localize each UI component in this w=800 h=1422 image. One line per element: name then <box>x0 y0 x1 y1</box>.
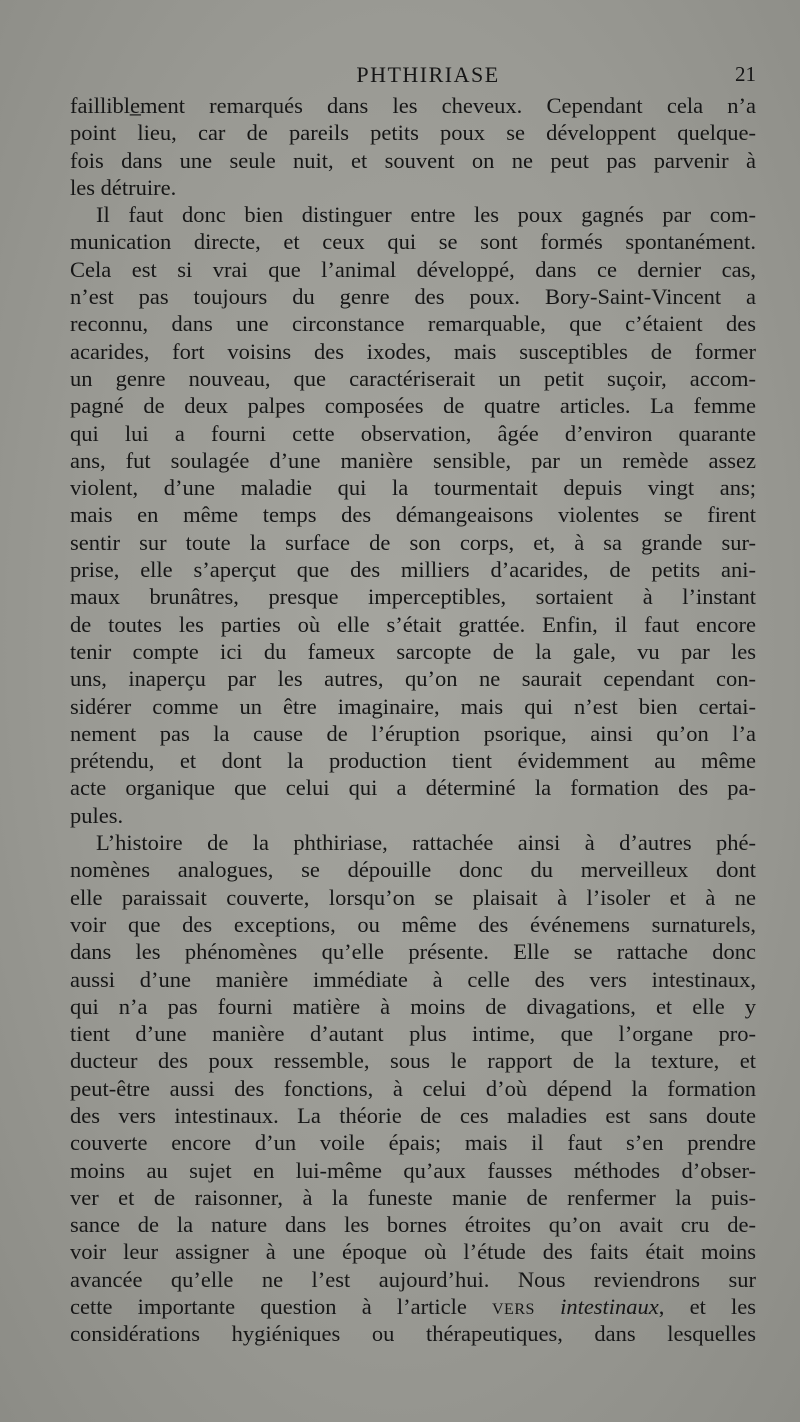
text-line: munication directe, et ceux qui se sont formés spontanément. <box>70 229 756 255</box>
text-line: fois dans une seule nuit, et souvent on ne peut pas parvenir à <box>70 147 756 173</box>
text-line: maux brunâtres, presque imperceptibles, sortaient à l’instant <box>70 584 756 610</box>
page-number: 21 <box>735 62 756 86</box>
page-header <box>70 62 756 92</box>
text-run: cette importante question à l’article <box>70 1294 492 1320</box>
text-line: un genre nouveau, que caractériserait un petit suçoir, accom- <box>70 365 756 391</box>
text-line: ans, fut soulagée d’une manière sensible, par un remède assez <box>70 447 756 473</box>
running-title: PHTHIRIASE <box>356 62 500 87</box>
text-line: peut-être aussi des fonctions, à celui d’où dépend la formation <box>70 1075 756 1101</box>
text-line: dans les phénomènes qu’elle présente. Elle se rattache donc <box>70 939 756 965</box>
text-line: de toutes les parties où elle s’était grattée. Enfin, il faut encore <box>70 611 756 637</box>
text-line: qui n’a pas fourni matière à moins de divagations, et elle y <box>70 993 756 1019</box>
text-line-mixed <box>70 1293 756 1320</box>
small-caps-run: VERS <box>491 1301 535 1319</box>
text-line: L’histoire de la phthiriase, rattachée ainsi à d’autres phé- <box>96 830 756 856</box>
text-line: mais en même temps des démangeaisons violentes se firent <box>70 502 756 528</box>
text-line: nement pas la cause de l’éruption psorique, ainsi qu’on l’a <box>70 720 756 746</box>
body-text <box>70 92 756 1348</box>
text-line: prétendu, et dont la production tient évidemment au même <box>70 748 756 774</box>
text-line: aussi d’une manière immédiate à celle des vers intestinaux, <box>70 966 756 992</box>
text-line: voir leur assigner à une époque où l’étude des faits était moins <box>70 1239 756 1265</box>
text-line: sentir sur toute la surface de son corps, et, à sa grande sur- <box>70 529 756 555</box>
text-line: pules. <box>70 802 124 828</box>
text-line: acarides, fort voisins des ixodes, mais susceptibles de former <box>70 338 756 364</box>
text-line: couverte encore d’un voile épais; mais il faut s’en prendre <box>70 1130 756 1156</box>
text-line: voir que des exceptions, ou même des événemens surnaturels, <box>70 911 756 937</box>
text-line: tient d’une manière d’autant plus intime, que l’organe pro- <box>70 1021 756 1047</box>
text-line: uns, inaperçu par les autres, qu’on ne saurait cependant con- <box>70 666 756 692</box>
text-line: moins au sujet en lui-même qu’aux fausses méthodes d’obser- <box>70 1157 756 1183</box>
text-run: , et les <box>658 1294 756 1320</box>
text-line: sance de la nature dans les bornes étroites qu’on avait cru de- <box>70 1212 756 1238</box>
text-line: nomènes analogues, se dépouille donc du merveilleux dont <box>70 857 756 883</box>
italic-run: intestinaux <box>560 1294 659 1320</box>
text-line: Cela est si vrai que l’animal développé, dans ce dernier cas, <box>70 256 756 282</box>
text-line: violent, d’une maladie qui la tourmentait depuis vingt ans; <box>70 475 756 501</box>
text-line: sidérer comme un être imaginaire, mais qui n’est bien certai- <box>70 693 756 719</box>
text-line: faillible̲ment remarqués dans les cheveux. Cependant cela n’a <box>70 93 756 118</box>
text-line: pagné de deux palpes composées de quatre articles. La femme <box>70 393 756 419</box>
text-line: prise, elle s’aperçut que des milliers d’acarides, de petits ani- <box>70 557 756 583</box>
text-line: Il faut donc bien distinguer entre les poux gagnés par com- <box>96 202 756 228</box>
text-line: n’est pas toujours du genre des poux. Bory-Saint-Vincent a <box>70 284 756 310</box>
text-line: avancée qu’elle ne l’est aujourd’hui. Nous reviendrons sur <box>70 1266 756 1292</box>
text-line: les détruire. <box>70 174 177 200</box>
text-line: ducteur des poux ressemble, sous le rapport de la texture, et <box>70 1048 756 1074</box>
text-line: considérations hygiéniques ou thérapeutiques, dans lesquelles <box>70 1321 756 1347</box>
text-line: tenir compte ici du fameux sarcopte de la gale, vu par les <box>70 638 756 664</box>
text-line: reconnu, dans une circonstance remarquable, que c’étaient des <box>70 311 756 337</box>
text-line: acte organique que celui qui a déterminé la formation des pa- <box>70 775 756 801</box>
text-line: qui lui a fourni cette observation, âgée d’environ quarante <box>70 420 756 446</box>
text-line: elle paraissait couverte, lorsqu’on se plaisait à l’isoler et à ne <box>70 884 756 910</box>
text-line: point lieu, car de pareils petits poux se développent quelque- <box>70 120 756 146</box>
text-line: ver et de raisonner, à la funeste manie de renfermer la puis- <box>70 1184 756 1210</box>
text-line: des vers intestinaux. La théorie de ces maladies est sans doute <box>70 1102 756 1128</box>
